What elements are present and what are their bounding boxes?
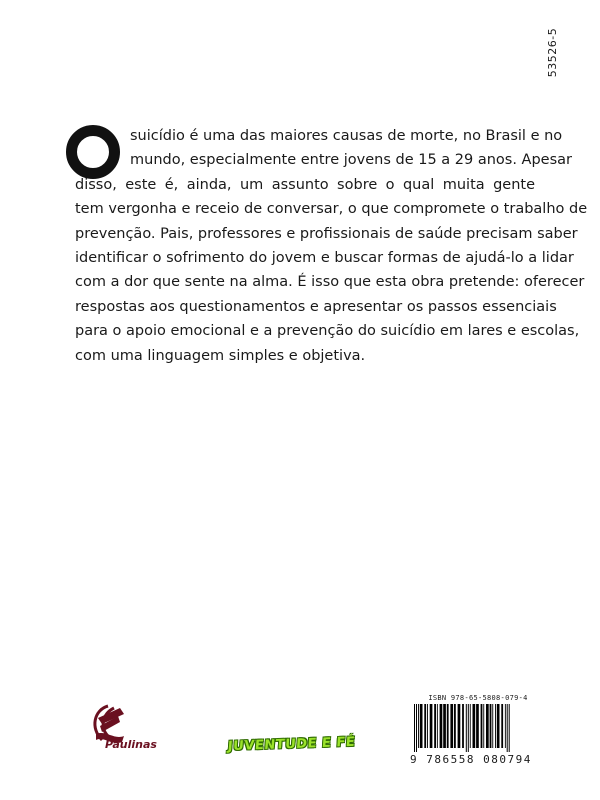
back-cover-blurb	[75, 124, 588, 368]
barcode-bar	[450, 704, 453, 748]
barcode-bar	[490, 704, 492, 748]
barcode-bar	[468, 704, 469, 752]
blurb-line: respostas aos questionamentos e apresentar os passos essenciais	[75, 298, 557, 315]
barcode-bars-icon	[408, 704, 548, 752]
barcode-bar	[430, 704, 433, 748]
barcode-bar	[447, 704, 449, 748]
barcode-bar	[454, 704, 456, 748]
barcode-bar	[418, 704, 419, 748]
barcode-bar	[424, 704, 426, 748]
blurb-line: mundo, especialmente entre jovens de 15 a 29 anos. Apesar	[130, 152, 573, 169]
paulinas-logo-icon	[80, 700, 160, 760]
isbn-barcode	[408, 694, 548, 764]
blurb-line: identificar o sofrimento do jovem e buscar formas de ajudá-lo a lidar	[75, 250, 574, 267]
blurb-line: com a dor que sente na alma. É isso que esta obra pretende: oferecer	[75, 274, 585, 291]
barcode-bar	[507, 704, 508, 752]
barcode-bar	[505, 704, 506, 748]
barcode-bar	[462, 704, 464, 748]
barcode-bar	[440, 704, 443, 748]
catalog-code: 53526-5	[546, 27, 560, 78]
barcode-bar	[416, 704, 417, 752]
barcode-bar	[427, 704, 428, 748]
blurb-line: tem vergonha e receio de conversar, o que compromete o trabalho de	[75, 201, 588, 218]
barcode-bar	[443, 704, 446, 748]
blurb-line: para o apoio emocional e a prevenção do suicídio em lares e escolas,	[75, 323, 580, 340]
blurb-line: prevenção. Pais, professores e profissionais de saúde precisam saber	[75, 225, 578, 242]
barcode-bar	[434, 704, 436, 748]
barcode-bar	[492, 704, 493, 748]
isbn-label: ISBN 978-65-5808-079-4	[428, 694, 528, 702]
barcode-bar	[473, 704, 476, 748]
barcode-bar	[509, 704, 510, 752]
barcode-bar	[437, 704, 438, 748]
barcode-bar	[497, 704, 500, 748]
barcode-bar	[483, 704, 484, 748]
barcode-bar	[481, 704, 483, 748]
barcode-bar	[414, 704, 415, 752]
barcode-bar	[495, 704, 496, 748]
publisher-name: Paulinas	[105, 738, 157, 751]
barcode-bar	[476, 704, 479, 748]
barcode-bar	[466, 704, 467, 752]
barcode-bar	[470, 704, 471, 748]
blurb-line: com uma linguagem simples e objetiva.	[75, 347, 366, 364]
barcode-bar	[458, 704, 461, 748]
series-logo-juventude-e-fe: JUVENTUDE E FÉ	[227, 734, 356, 755]
barcode-digits: 9 786558 080794	[410, 753, 532, 766]
blurb-line: suicídio é uma das maiores causas de morte, no Brasil e no	[130, 128, 563, 144]
blurb-line: disso, este é, ainda, um assunto sobre o qual muita gente	[75, 176, 535, 193]
barcode-bar	[486, 704, 489, 748]
barcode-bar	[420, 704, 423, 748]
barcode-bar	[501, 704, 503, 748]
